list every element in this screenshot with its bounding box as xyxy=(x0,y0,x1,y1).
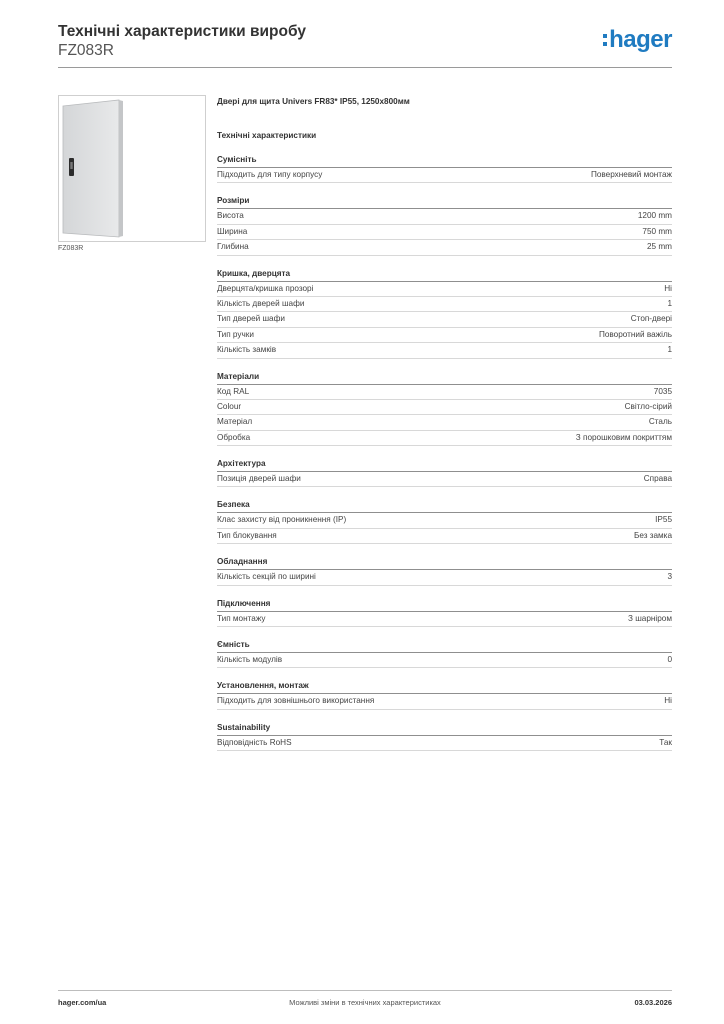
spec-value: 1 xyxy=(667,345,672,355)
spec-label: Матеріал xyxy=(217,417,253,427)
product-name: Двері для щита Univers FR83* IP55, 1250x800мм xyxy=(217,97,410,106)
product-code: FZ083R xyxy=(58,42,114,59)
spec-value: IP55 xyxy=(655,515,672,525)
section-title: Матеріали xyxy=(217,371,672,385)
spec-value: З шарніром xyxy=(628,613,672,623)
spec-section-safety xyxy=(217,499,672,544)
spec-value: 750 mm xyxy=(642,226,672,236)
section-title: Підключення xyxy=(217,598,672,612)
spec-section-dimensions xyxy=(217,195,672,255)
spec-row xyxy=(217,312,672,327)
spec-label: Ширина xyxy=(217,226,248,236)
spec-label: Кількість модулів xyxy=(217,655,283,665)
spec-section-compatibility xyxy=(217,154,672,183)
spec-section-materials xyxy=(217,371,672,447)
section-title: Сумісніть xyxy=(217,154,672,168)
spec-value: Так xyxy=(659,737,672,747)
section-title: Безпека xyxy=(217,499,672,513)
spec-label: Код RAL xyxy=(217,386,250,396)
footer-website-link[interactable]: hager.com/ua xyxy=(58,998,107,1007)
spec-section-sustainability xyxy=(217,722,672,751)
spec-row xyxy=(217,297,672,312)
spec-value: Сталь xyxy=(648,417,672,427)
spec-row xyxy=(217,653,672,668)
spec-section-capacity xyxy=(217,639,672,668)
spec-value: 25 mm xyxy=(646,242,672,252)
spec-label: Відповідність RoHS xyxy=(217,737,292,747)
spec-label: Позиція дверей шафи xyxy=(217,474,301,484)
spec-row xyxy=(217,225,672,240)
footer-divider xyxy=(58,990,672,991)
spec-value: 1200 mm xyxy=(637,211,672,221)
spec-value: Ні xyxy=(664,283,672,293)
spec-value: 3 xyxy=(667,572,672,582)
spec-section-equipment xyxy=(217,556,672,585)
spec-label: Кількість секцій по ширині xyxy=(217,572,316,582)
spec-content xyxy=(217,96,672,751)
section-title: Архітектура xyxy=(217,458,672,472)
spec-label: Тип ручки xyxy=(217,329,254,339)
spec-row xyxy=(217,282,672,297)
spec-value: Ні xyxy=(664,696,672,706)
footer-date: 03.03.2026 xyxy=(634,998,672,1007)
spec-row xyxy=(217,209,672,224)
spec-section-architecture xyxy=(217,458,672,487)
spec-value: Поворотний важіль xyxy=(598,329,672,339)
spec-label: Тип дверей шафи xyxy=(217,314,285,324)
spec-label: Клас захисту від проникнення (IP) xyxy=(217,515,347,525)
spec-label: Кількість замків xyxy=(217,345,277,355)
section-title: Sustainability xyxy=(217,722,672,736)
spec-value: Справа xyxy=(643,474,672,484)
tech-title: Технічні характеристики xyxy=(217,131,317,140)
spec-label: Глибина xyxy=(217,242,249,252)
spec-section-connection xyxy=(217,598,672,627)
spec-label: Висота xyxy=(217,211,244,221)
spec-value: Поверхневий монтаж xyxy=(590,170,672,179)
footer-note: Можливі зміни в технічних характеристиках xyxy=(289,998,441,1007)
spec-value: 7035 xyxy=(653,386,672,396)
spec-row xyxy=(217,343,672,358)
spec-label: Підходить для типу корпусу xyxy=(217,170,323,179)
image-caption: FZ083R xyxy=(58,245,84,252)
spec-section-cover-door xyxy=(217,268,672,359)
spec-label: Тип блокування xyxy=(217,530,277,540)
section-title: Установлення, монтаж xyxy=(217,680,672,694)
section-title: Розміри xyxy=(217,195,672,209)
spec-value: 0 xyxy=(667,655,672,665)
spec-row xyxy=(217,328,672,343)
door-panel xyxy=(119,100,123,237)
spec-row xyxy=(217,570,672,585)
section-title: Кришка, дверцята xyxy=(217,268,672,282)
spec-row xyxy=(217,240,672,255)
section-title: Ємність xyxy=(217,639,672,653)
spec-row xyxy=(217,168,672,183)
spec-value: Без замка xyxy=(633,530,672,540)
spec-value: Стоп-двері xyxy=(630,314,672,324)
document-title: Технічні характеристики виробу xyxy=(58,23,306,40)
spec-section-installation xyxy=(217,680,672,709)
spec-row xyxy=(217,431,672,446)
spec-label: Colour xyxy=(217,401,242,411)
spec-row xyxy=(217,415,672,430)
spec-row xyxy=(217,529,672,544)
spec-value: 1 xyxy=(667,298,672,308)
hager-logo xyxy=(603,26,672,54)
document-header xyxy=(58,22,306,60)
spec-row xyxy=(217,694,672,709)
spec-label: Дверцята/кришка прозорі xyxy=(217,283,314,293)
logo-text: hager xyxy=(609,26,672,53)
spec-row xyxy=(217,385,672,400)
spec-value: З порошковим покриттям xyxy=(575,432,672,442)
header-divider xyxy=(58,67,672,68)
spec-row xyxy=(217,400,672,415)
spec-row xyxy=(217,736,672,751)
section-title: Обладнання xyxy=(217,556,672,570)
product-image xyxy=(58,95,206,242)
spec-value: Світло-сірий xyxy=(624,401,672,411)
spec-label: Обробка xyxy=(217,432,251,442)
logo-dots-icon xyxy=(603,32,607,48)
spec-row xyxy=(217,513,672,528)
spec-row xyxy=(217,612,672,627)
spec-label: Тип монтажу xyxy=(217,613,266,623)
spec-label: Підходить для зовнішнього використання xyxy=(217,696,375,706)
spec-label: Кількість дверей шафи xyxy=(217,298,305,308)
spec-row xyxy=(217,472,672,487)
